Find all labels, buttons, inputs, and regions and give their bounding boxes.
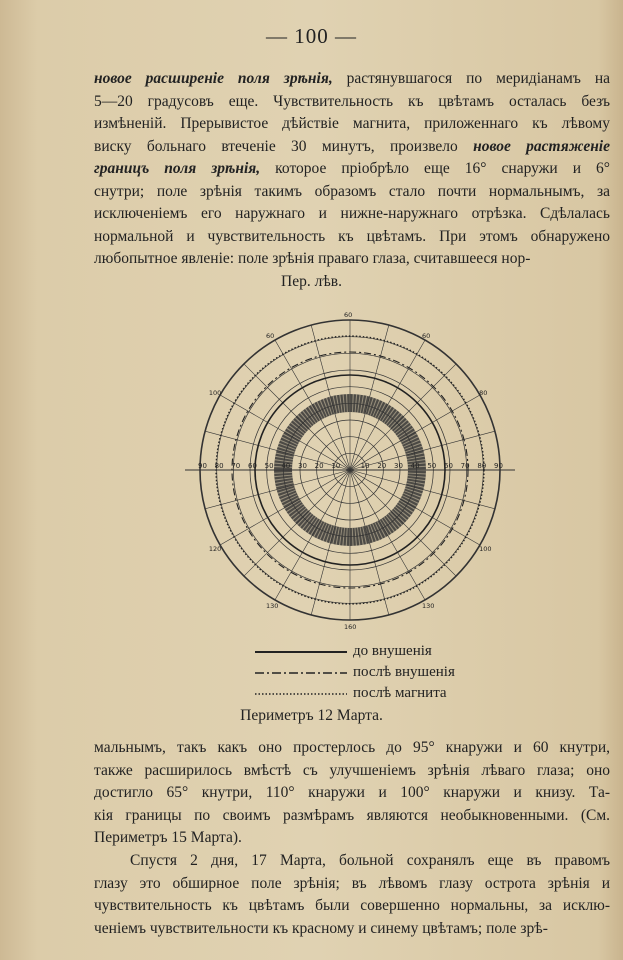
edge-label: 80 [479, 389, 488, 397]
edge-label: 120 [208, 545, 222, 553]
meridian-line [244, 470, 350, 576]
ring-label: 90 [494, 462, 503, 470]
emphasized-text: границъ поля зрѣнія, [94, 160, 261, 177]
edge-label: 160 [344, 623, 357, 631]
legend-item-after-magnet [255, 683, 485, 704]
edge-label: 130 [266, 602, 279, 611]
text-run: ченіемъ чувствительности къ красному и синему цвѣтамъ; поле зрѣ- [94, 919, 548, 937]
figure-legend [255, 641, 485, 704]
ring-label: 20 [314, 462, 324, 470]
text-run: измѣненій. Прерывистое дѣйствіе магнита, приложеннаго къ лѣвому [94, 115, 610, 132]
ring-label: 80 [214, 462, 224, 470]
text-run: виску больнаго втеченіе 30 минутъ, произвело [94, 137, 474, 155]
ring-label: 40 [281, 462, 291, 470]
ring-label: 30 [298, 462, 307, 470]
dotted-line-swatch [255, 691, 347, 697]
ring-label: 80 [477, 462, 487, 470]
text-line [94, 873, 610, 896]
ring-label: 20 [377, 462, 387, 470]
text-run: любопытное явленіе: поле зрѣнія праваго глаза, считавшееся нор- [94, 250, 531, 267]
text-run: чувствительность къ цвѣтамъ были совершенно нормальны, за исклю- [94, 897, 610, 914]
text-run: Спустя 2 дня, 17 Марта, больной сохранялъ еще въ правомъ [130, 852, 610, 869]
ring-label: 60 [248, 462, 257, 470]
text-line [94, 158, 610, 181]
meridian-line [244, 364, 350, 470]
legend-item-after-suggestion [255, 662, 485, 683]
ring-label: 60 [444, 462, 453, 470]
ring-label: 10 [360, 462, 370, 470]
text-run: снутри; поле зрѣнія такимъ образомъ стало почти нормальнымъ, за [94, 182, 610, 200]
second-paragraph [94, 850, 610, 940]
text-line [94, 226, 610, 249]
meridian-line [350, 364, 456, 470]
text-run: кія границы по своимъ размѣрамъ являются необыкновенными. (См. [94, 806, 610, 824]
edge-label: 130 [422, 602, 435, 611]
text-line [94, 203, 610, 226]
figure-caption: Периметръ 12 Марта. [240, 707, 383, 724]
emphasized-text: новое растяженіе [473, 137, 610, 155]
edge-label: 60 [266, 331, 275, 340]
legend-label: до внушенія [353, 643, 432, 659]
text-line [94, 895, 610, 918]
text-line [94, 782, 610, 805]
ring-label: 10 [331, 462, 341, 470]
figure-title: Пер. лѣв. [281, 273, 342, 290]
meridian-line [350, 470, 456, 576]
perimeter-chart [180, 310, 525, 640]
text-run: глазу это обширное поле зрѣнія; въ лѣвомъ глазу острота зрѣнія и [94, 874, 610, 892]
emphasized-text: новое расширеніе поля зрѣнія, [94, 70, 333, 87]
text-run: растянувшагося по меридіанамъ на [332, 70, 610, 87]
legend-item-before-suggestion [255, 641, 485, 662]
ring-label: 50 [264, 462, 274, 470]
text-line [94, 136, 610, 159]
text-line [94, 181, 610, 204]
ring-label: 30 [394, 462, 403, 470]
legend-label: послѣ внушенія [353, 664, 455, 680]
text-run: также расширилось вмѣстѣ съ улучшеніемъ зрѣнія лѣваго глаза; оно [94, 761, 610, 779]
text-line [94, 850, 610, 873]
text-run: которое пріобрѣло еще 16° снаружи и 6° [260, 160, 610, 177]
bottom-paragraph [94, 737, 610, 850]
text-line [94, 760, 610, 783]
text-line [94, 248, 610, 271]
legend-label: послѣ магнита [353, 685, 447, 701]
ring-label: 70 [231, 462, 241, 470]
dashdot-line-swatch [255, 670, 347, 676]
solid-line-swatch [255, 649, 347, 655]
text-line [94, 91, 610, 114]
text-line [94, 805, 610, 828]
ring-label: 70 [460, 462, 470, 470]
text-run: исключеніемъ его наружнаго и нижне-наружнаго отрѣзка. Сдѣлалась [94, 205, 610, 222]
text-run: мальнымъ, такъ какъ оно простерлось до 95° кнаружи и 60 кнутри, [94, 739, 610, 756]
ring-label: 90 [198, 462, 207, 470]
page-number: — 100 — [266, 24, 357, 48]
text-run: достигло 65° кнутри, 110° кнаружи и 100° кнаружи и книзу. Та- [94, 784, 610, 801]
text-run: нормальной и чувствительность къ цвѣтамъ. При этомъ обнаружено [94, 227, 610, 245]
text-run: 5—20 градусовъ еще. Чувствительность къ цвѣтамъ осталась безъ [94, 92, 610, 110]
edge-label: 60 [422, 331, 431, 340]
top-paragraph [94, 68, 610, 271]
edge-label: 100 [208, 389, 222, 397]
edge-label: 100 [479, 545, 492, 553]
text-line [94, 737, 610, 760]
ring-label: 40 [410, 462, 420, 470]
text-line [94, 827, 610, 850]
text-line [94, 68, 610, 91]
edge-label: 60 [344, 311, 353, 319]
ring-label: 50 [427, 462, 437, 470]
text-line [94, 113, 610, 136]
text-line [94, 918, 610, 941]
text-run: Периметръ 15 Марта). [94, 829, 242, 846]
